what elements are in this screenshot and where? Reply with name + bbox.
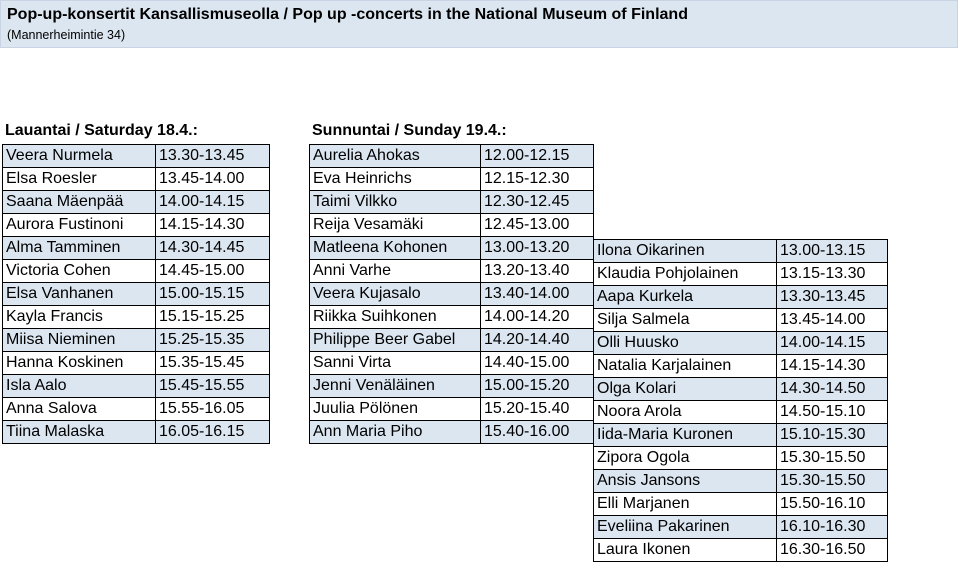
performer-name: Laura Ikonen bbox=[594, 539, 777, 562]
time-slot: 13.45-14.00 bbox=[777, 309, 888, 332]
time-slot: 14.30-14.45 bbox=[156, 237, 270, 260]
table-row bbox=[3, 398, 270, 421]
performer-name: Jenni Venäläinen bbox=[310, 375, 481, 398]
time-slot: 13.00-13.15 bbox=[777, 240, 888, 263]
performer-name: Iida-Maria Kuronen bbox=[594, 424, 777, 447]
performer-name: Eveliina Pakarinen bbox=[594, 516, 777, 539]
time-slot: 14.20-14.40 bbox=[481, 329, 594, 352]
performer-name: Olga Kolari bbox=[594, 378, 777, 401]
table-row bbox=[310, 306, 594, 329]
table-row bbox=[594, 309, 888, 332]
performer-name: Anni Varhe bbox=[310, 260, 481, 283]
time-slot: 12.30-12.45 bbox=[481, 191, 594, 214]
time-slot: 16.05-16.15 bbox=[156, 421, 270, 444]
saturday-heading: Lauantai / Saturday 18.4.: bbox=[5, 122, 198, 139]
time-slot: 14.40-15.00 bbox=[481, 352, 594, 375]
table-row bbox=[310, 168, 594, 191]
performer-name: Zipora Ogola bbox=[594, 447, 777, 470]
table-row bbox=[3, 421, 270, 444]
table-row bbox=[594, 447, 888, 470]
table-row bbox=[310, 214, 594, 237]
performer-name: Isla Aalo bbox=[3, 375, 156, 398]
title-banner bbox=[0, 0, 958, 48]
table-row bbox=[310, 237, 594, 260]
time-slot: 13.30-13.45 bbox=[777, 286, 888, 309]
time-slot: 15.45-15.55 bbox=[156, 375, 270, 398]
sunday-schedule-table bbox=[309, 144, 594, 444]
performer-name: Juulia Pölönen bbox=[310, 398, 481, 421]
table-row bbox=[310, 398, 594, 421]
performer-name: Olli Huusko bbox=[594, 332, 777, 355]
performer-name: Ilona Oikarinen bbox=[594, 240, 777, 263]
table-row bbox=[310, 329, 594, 352]
address-subtitle: (Mannerheimintie 34) bbox=[7, 28, 126, 42]
performer-name: Sanni Virta bbox=[310, 352, 481, 375]
table-row bbox=[310, 260, 594, 283]
table-row bbox=[3, 191, 270, 214]
table-row bbox=[310, 352, 594, 375]
performer-name: Kayla Francis bbox=[3, 306, 156, 329]
table-row bbox=[3, 375, 270, 398]
page-title: Pop-up-konsertit Kansallismuseolla / Pop up -concerts in the National Museum of Finland bbox=[7, 6, 688, 23]
performer-name: Aapa Kurkela bbox=[594, 286, 777, 309]
table-row bbox=[3, 306, 270, 329]
table-row bbox=[594, 493, 888, 516]
table-row bbox=[310, 191, 594, 214]
time-slot: 13.45-14.00 bbox=[156, 168, 270, 191]
performer-name: Miisa Nieminen bbox=[3, 329, 156, 352]
time-slot: 15.30-15.50 bbox=[777, 447, 888, 470]
time-slot: 13.40-14.00 bbox=[481, 283, 594, 306]
performer-name: Klaudia Pohjolainen bbox=[594, 263, 777, 286]
time-slot: 16.30-16.50 bbox=[777, 539, 888, 562]
table-row bbox=[3, 214, 270, 237]
table-row bbox=[594, 401, 888, 424]
time-slot: 15.15-15.25 bbox=[156, 306, 270, 329]
performer-name: Riikka Suihkonen bbox=[310, 306, 481, 329]
table-row bbox=[594, 355, 888, 378]
table-row bbox=[594, 240, 888, 263]
performer-name: Tiina Malaska bbox=[3, 421, 156, 444]
time-slot: 14.30-14.50 bbox=[777, 378, 888, 401]
time-slot: 14.15-14.30 bbox=[156, 214, 270, 237]
table-row bbox=[3, 237, 270, 260]
time-slot: 13.15-13.30 bbox=[777, 263, 888, 286]
table-row bbox=[3, 329, 270, 352]
table-row bbox=[594, 332, 888, 355]
time-slot: 15.00-15.20 bbox=[481, 375, 594, 398]
time-slot: 15.30-15.50 bbox=[777, 470, 888, 493]
time-slot: 15.55-16.05 bbox=[156, 398, 270, 421]
performer-name: Silja Salmela bbox=[594, 309, 777, 332]
performer-name: Noora Arola bbox=[594, 401, 777, 424]
sunday-heading: Sunnuntai / Sunday 19.4.: bbox=[312, 122, 507, 139]
table-row bbox=[310, 283, 594, 306]
table-row bbox=[310, 145, 594, 168]
time-slot: 14.15-14.30 bbox=[777, 355, 888, 378]
time-slot: 15.00-15.15 bbox=[156, 283, 270, 306]
time-slot: 14.00-14.15 bbox=[156, 191, 270, 214]
performer-name: Saana Mäenpää bbox=[3, 191, 156, 214]
table-row bbox=[594, 378, 888, 401]
performer-name: Victoria Cohen bbox=[3, 260, 156, 283]
performer-name: Veera Nurmela bbox=[3, 145, 156, 168]
time-slot: 15.40-16.00 bbox=[481, 421, 594, 444]
time-slot: 15.10-15.30 bbox=[777, 424, 888, 447]
time-slot: 13.20-13.40 bbox=[481, 260, 594, 283]
performer-name: Aurelia Ahokas bbox=[310, 145, 481, 168]
table-row bbox=[3, 168, 270, 191]
time-slot: 16.10-16.30 bbox=[777, 516, 888, 539]
time-slot: 15.35-15.45 bbox=[156, 352, 270, 375]
time-slot: 15.50-16.10 bbox=[777, 493, 888, 516]
performer-name: Hanna Koskinen bbox=[3, 352, 156, 375]
performer-name: Elli Marjanen bbox=[594, 493, 777, 516]
time-slot: 12.15-12.30 bbox=[481, 168, 594, 191]
performer-name: Elsa Roesler bbox=[3, 168, 156, 191]
table-row bbox=[310, 421, 594, 444]
table-row bbox=[594, 263, 888, 286]
time-slot: 15.25-15.35 bbox=[156, 329, 270, 352]
time-slot: 15.20-15.40 bbox=[481, 398, 594, 421]
table-row bbox=[594, 286, 888, 309]
time-slot: 13.30-13.45 bbox=[156, 145, 270, 168]
table-row bbox=[3, 283, 270, 306]
saturday-schedule-table bbox=[2, 144, 270, 444]
time-slot: 14.00-14.15 bbox=[777, 332, 888, 355]
performer-name: Taimi Vilkko bbox=[310, 191, 481, 214]
table-row bbox=[310, 375, 594, 398]
table-row bbox=[594, 424, 888, 447]
table-row bbox=[3, 260, 270, 283]
performer-name: Matleena Kohonen bbox=[310, 237, 481, 260]
performer-name: Ansis Jansons bbox=[594, 470, 777, 493]
performer-name: Alma Tamminen bbox=[3, 237, 156, 260]
table-row bbox=[594, 516, 888, 539]
time-slot: 14.45-15.00 bbox=[156, 260, 270, 283]
table-row bbox=[594, 470, 888, 493]
performer-name: Natalia Karjalainen bbox=[594, 355, 777, 378]
time-slot: 12.45-13.00 bbox=[481, 214, 594, 237]
time-slot: 12.00-12.15 bbox=[481, 145, 594, 168]
performer-name: Reija Vesamäki bbox=[310, 214, 481, 237]
performer-name: Elsa Vanhanen bbox=[3, 283, 156, 306]
time-slot: 14.00-14.20 bbox=[481, 306, 594, 329]
table-row bbox=[3, 352, 270, 375]
sunday-second-stage-table bbox=[593, 239, 888, 562]
time-slot: 13.00-13.20 bbox=[481, 237, 594, 260]
performer-name: Veera Kujasalo bbox=[310, 283, 481, 306]
performer-name: Philippe Beer Gabel bbox=[310, 329, 481, 352]
performer-name: Anna Salova bbox=[3, 398, 156, 421]
time-slot: 14.50-15.10 bbox=[777, 401, 888, 424]
performer-name: Ann Maria Piho bbox=[310, 421, 481, 444]
performer-name: Eva Heinrichs bbox=[310, 168, 481, 191]
performer-name: Aurora Fustinoni bbox=[3, 214, 156, 237]
table-row bbox=[3, 145, 270, 168]
table-row bbox=[594, 539, 888, 562]
